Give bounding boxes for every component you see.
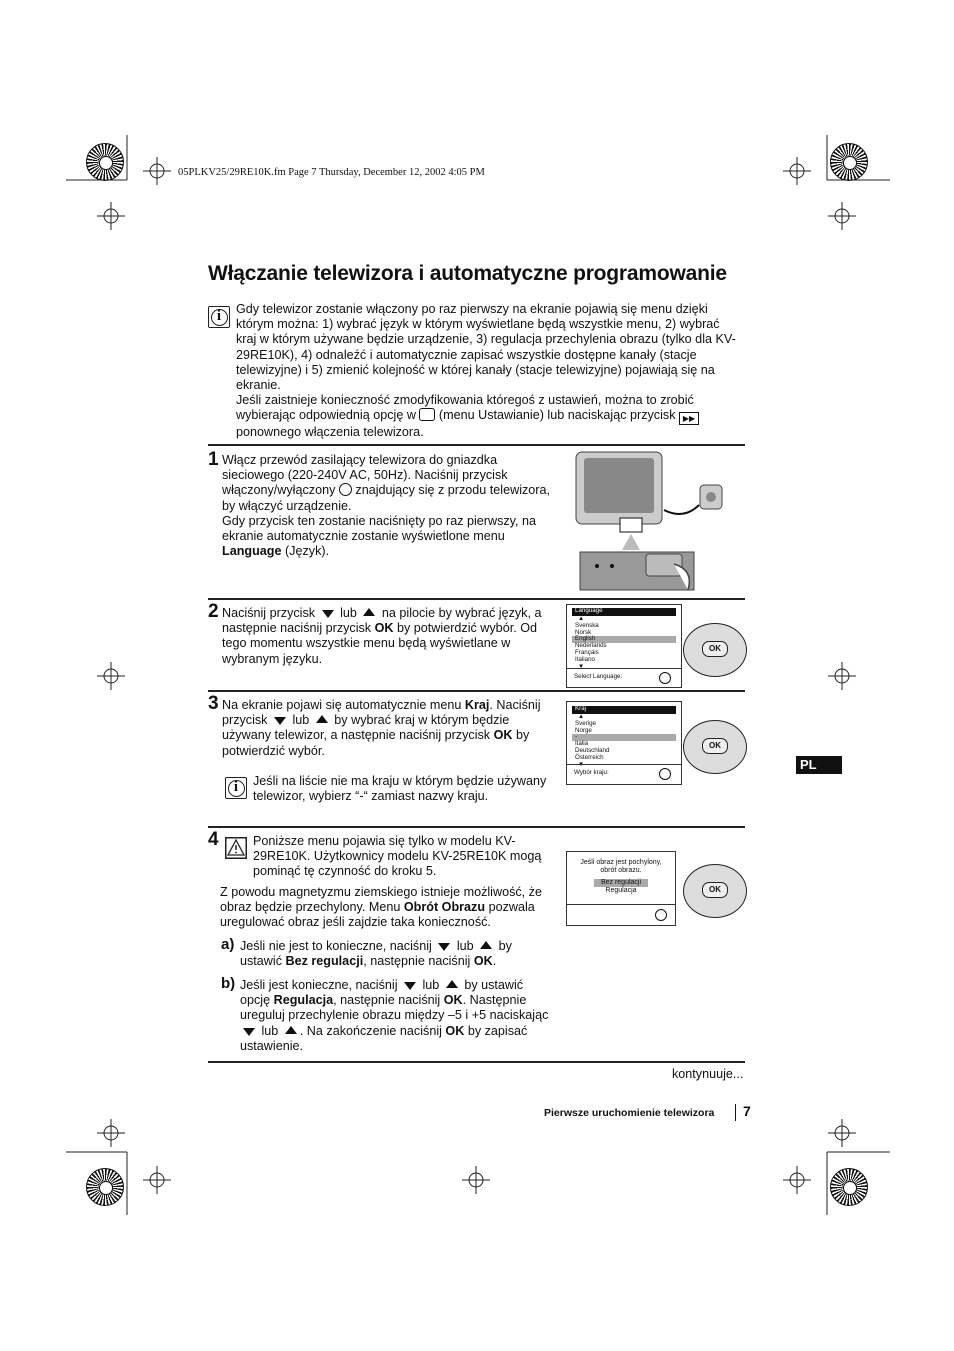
page-title: Włączanie telewizora i automatyczne programowanie xyxy=(208,262,727,285)
menu-item-selected: - xyxy=(572,734,676,741)
menu-footer: Select Language: xyxy=(567,668,681,686)
option-b-label: b) xyxy=(221,975,236,992)
menu-item: Österreich xyxy=(575,753,604,761)
arrow-up-icon xyxy=(480,941,492,949)
arrow-up-icon xyxy=(363,608,375,616)
setup-menu-icon xyxy=(419,408,435,421)
tilt-menu-line: obrót obrazu. xyxy=(600,867,642,874)
menu-item: Italia xyxy=(575,740,589,748)
intro-paragraph-2: Jeśli zaistnieje konieczność zmodyfikowania któregoś z ustawień, można to zrobić wybierając odpowiednią opcję w (menu Ustawianie) lub naciskając przycisk ▶▶ ponownego włączenia telewizora. xyxy=(236,393,741,440)
menu-item: Français xyxy=(575,648,599,656)
scroll-down-icon: ▼ xyxy=(578,760,585,768)
option-a-text: Jeśli nie jest to konieczne, naciśnij lub by ustawić Bez regulacji, następnie naciśnij OK. xyxy=(240,939,512,969)
continued-note: kontynuuje... xyxy=(672,1067,744,1081)
tilt-menu-line: Jeśli obraz jest pochylony, xyxy=(580,859,662,866)
info-icon: i xyxy=(225,777,247,799)
section-divider xyxy=(208,598,745,600)
section-divider xyxy=(208,690,745,692)
menu-item: Nederlands xyxy=(575,642,607,650)
option-a-label: a) xyxy=(221,936,235,953)
arrow-down-icon xyxy=(274,717,286,725)
step-number: 2 xyxy=(208,601,219,622)
file-header-line: 05PLKV25/29RE10K.fm Page 7 Thursday, December 12, 2002 4:05 PM xyxy=(178,167,485,178)
ok-icon xyxy=(655,909,667,921)
arrow-up-icon xyxy=(446,980,458,988)
arrow-down-icon xyxy=(438,943,450,951)
arrow-up-icon xyxy=(316,715,328,723)
menu-title: Language xyxy=(572,608,676,616)
scroll-up-icon: ▲ xyxy=(578,615,585,622)
footer-section-title: Pierwsze uruchomienie telewizora xyxy=(544,1107,715,1119)
scroll-down-icon: ▼ xyxy=(578,662,585,670)
step1-text: Włącz przewód zasilający telewizora do gniazdka sieciowego (220-240V AC, 50Hz). Naciśnij przycisk włączony/wyłączony znajdujący się z przodu telewizora, by włączyć urządzenie. Gdy przycisk ten zostanie naciśnięty po raz pierwszy, na ekranie automatycznie zostanie wyświetlone menu Language (Język). xyxy=(222,453,550,559)
remote-control-pad: OK xyxy=(683,864,747,918)
ok-icon xyxy=(659,672,671,684)
arrow-up-icon xyxy=(285,1026,297,1034)
page-number: 7 xyxy=(743,1103,751,1119)
tilt-menu xyxy=(566,851,676,926)
menu-item: Regulacja xyxy=(605,887,637,894)
warning-icon xyxy=(225,837,247,859)
step4-warning: Poniższe menu pojawia się tylko w modelu KV-29RE10K. Użytkownicy modelu KV-25RE10K mogą pominąć tę czynność do kroku 5. xyxy=(253,834,542,879)
step-number: 1 xyxy=(208,449,219,470)
footer-divider xyxy=(735,1104,736,1121)
section-divider xyxy=(208,1061,745,1063)
power-icon xyxy=(339,483,352,496)
menu-item: Sverige xyxy=(575,719,596,727)
language-menu xyxy=(566,604,682,688)
step3-note: Jeśli na liście nie ma kraju w którym będzie używany telewizor, wybierz “-“ zamiast nazwy kraju. xyxy=(253,774,547,804)
menu-title: Kraj xyxy=(572,706,676,714)
remote-control-pad: OK xyxy=(683,720,747,774)
step3-text: Na ekranie pojawi się automatycznie menu Kraj. Naciśnij przycisk lub by wybrać kraj w którym będzie używany telewizor, a następnie naciśnij przycisk OK by potwierdzić wybór. xyxy=(222,698,541,758)
menu-item: Svenska xyxy=(575,621,599,629)
ok-icon xyxy=(659,768,671,780)
menu-item: Italiano xyxy=(575,655,595,663)
step-number: 3 xyxy=(208,693,219,714)
menu-item-selected: Bez regulacji xyxy=(594,879,648,887)
option-b-text: Jeśli jest konieczne, naciśnij lub by ustawić opcję Regulacja, następnie naciśnij OK. Następnie ureguluj przechylenie obrazu między –5 i +5 naciskając lub . Na zakończenie naciśnij OK by zapisać ustawienie. xyxy=(240,978,549,1053)
menu-item: Norge xyxy=(575,726,592,734)
arrow-down-icon xyxy=(322,610,334,618)
arrow-down-icon xyxy=(404,982,416,990)
section-divider xyxy=(208,444,745,446)
step2-text: Naciśnij przycisk lub na pilocie by wybrać język, a następnie naciśnij przycisk OK by potwierdzić wybór. Od tego momentu wszystkie menu będą wyświetlane w wybranym języku. xyxy=(222,606,542,666)
step-number: 4 xyxy=(208,829,219,850)
arrow-down-icon xyxy=(243,1028,255,1036)
intro-text xyxy=(236,302,741,441)
remote-control-pad: OK xyxy=(683,623,747,677)
menu-item-selected: English xyxy=(572,636,676,643)
tv-power-illustration xyxy=(574,450,744,592)
intro-paragraph-1: Gdy telewizor zostanie włączony po raz pierwszy na ekranie pojawią się menu dzięki którym można: 1) wybrać język w którym wyświetlane będą wszystkie menu, 2) wybrać kraj w którym używane będzie urządzenie, 3) regulacja przechylenia obrazu (tylko dla KV-29RE10K), 4) odnaleźć i automatycznie zapisać wszystkie dostępne kanały (stacje telewizyjne) i 5) zmienić kolejność w której kanały (stacje telewizyjne) pojawiają się na ekranie. xyxy=(236,302,736,393)
language-tab: PL xyxy=(796,756,842,774)
menu-footer xyxy=(567,904,675,925)
country-menu xyxy=(566,701,682,785)
fast-forward-icon: ▶▶ xyxy=(679,412,699,425)
info-icon: i xyxy=(208,306,230,328)
menu-item: Deutschland xyxy=(575,746,610,754)
step4-paragraph: Z powodu magnetyzmu ziemskiego istnieje możliwość, że obraz będzie przechylony. Menu Obrót Obrazu pozwala uregulować obraz jeśli zajdzie taka konieczność. xyxy=(220,885,542,930)
section-divider xyxy=(208,826,745,828)
menu-item: Norsk xyxy=(575,628,592,636)
menu-footer: Wybór kraju: xyxy=(567,764,681,782)
scroll-up-icon: ▲ xyxy=(578,713,585,720)
